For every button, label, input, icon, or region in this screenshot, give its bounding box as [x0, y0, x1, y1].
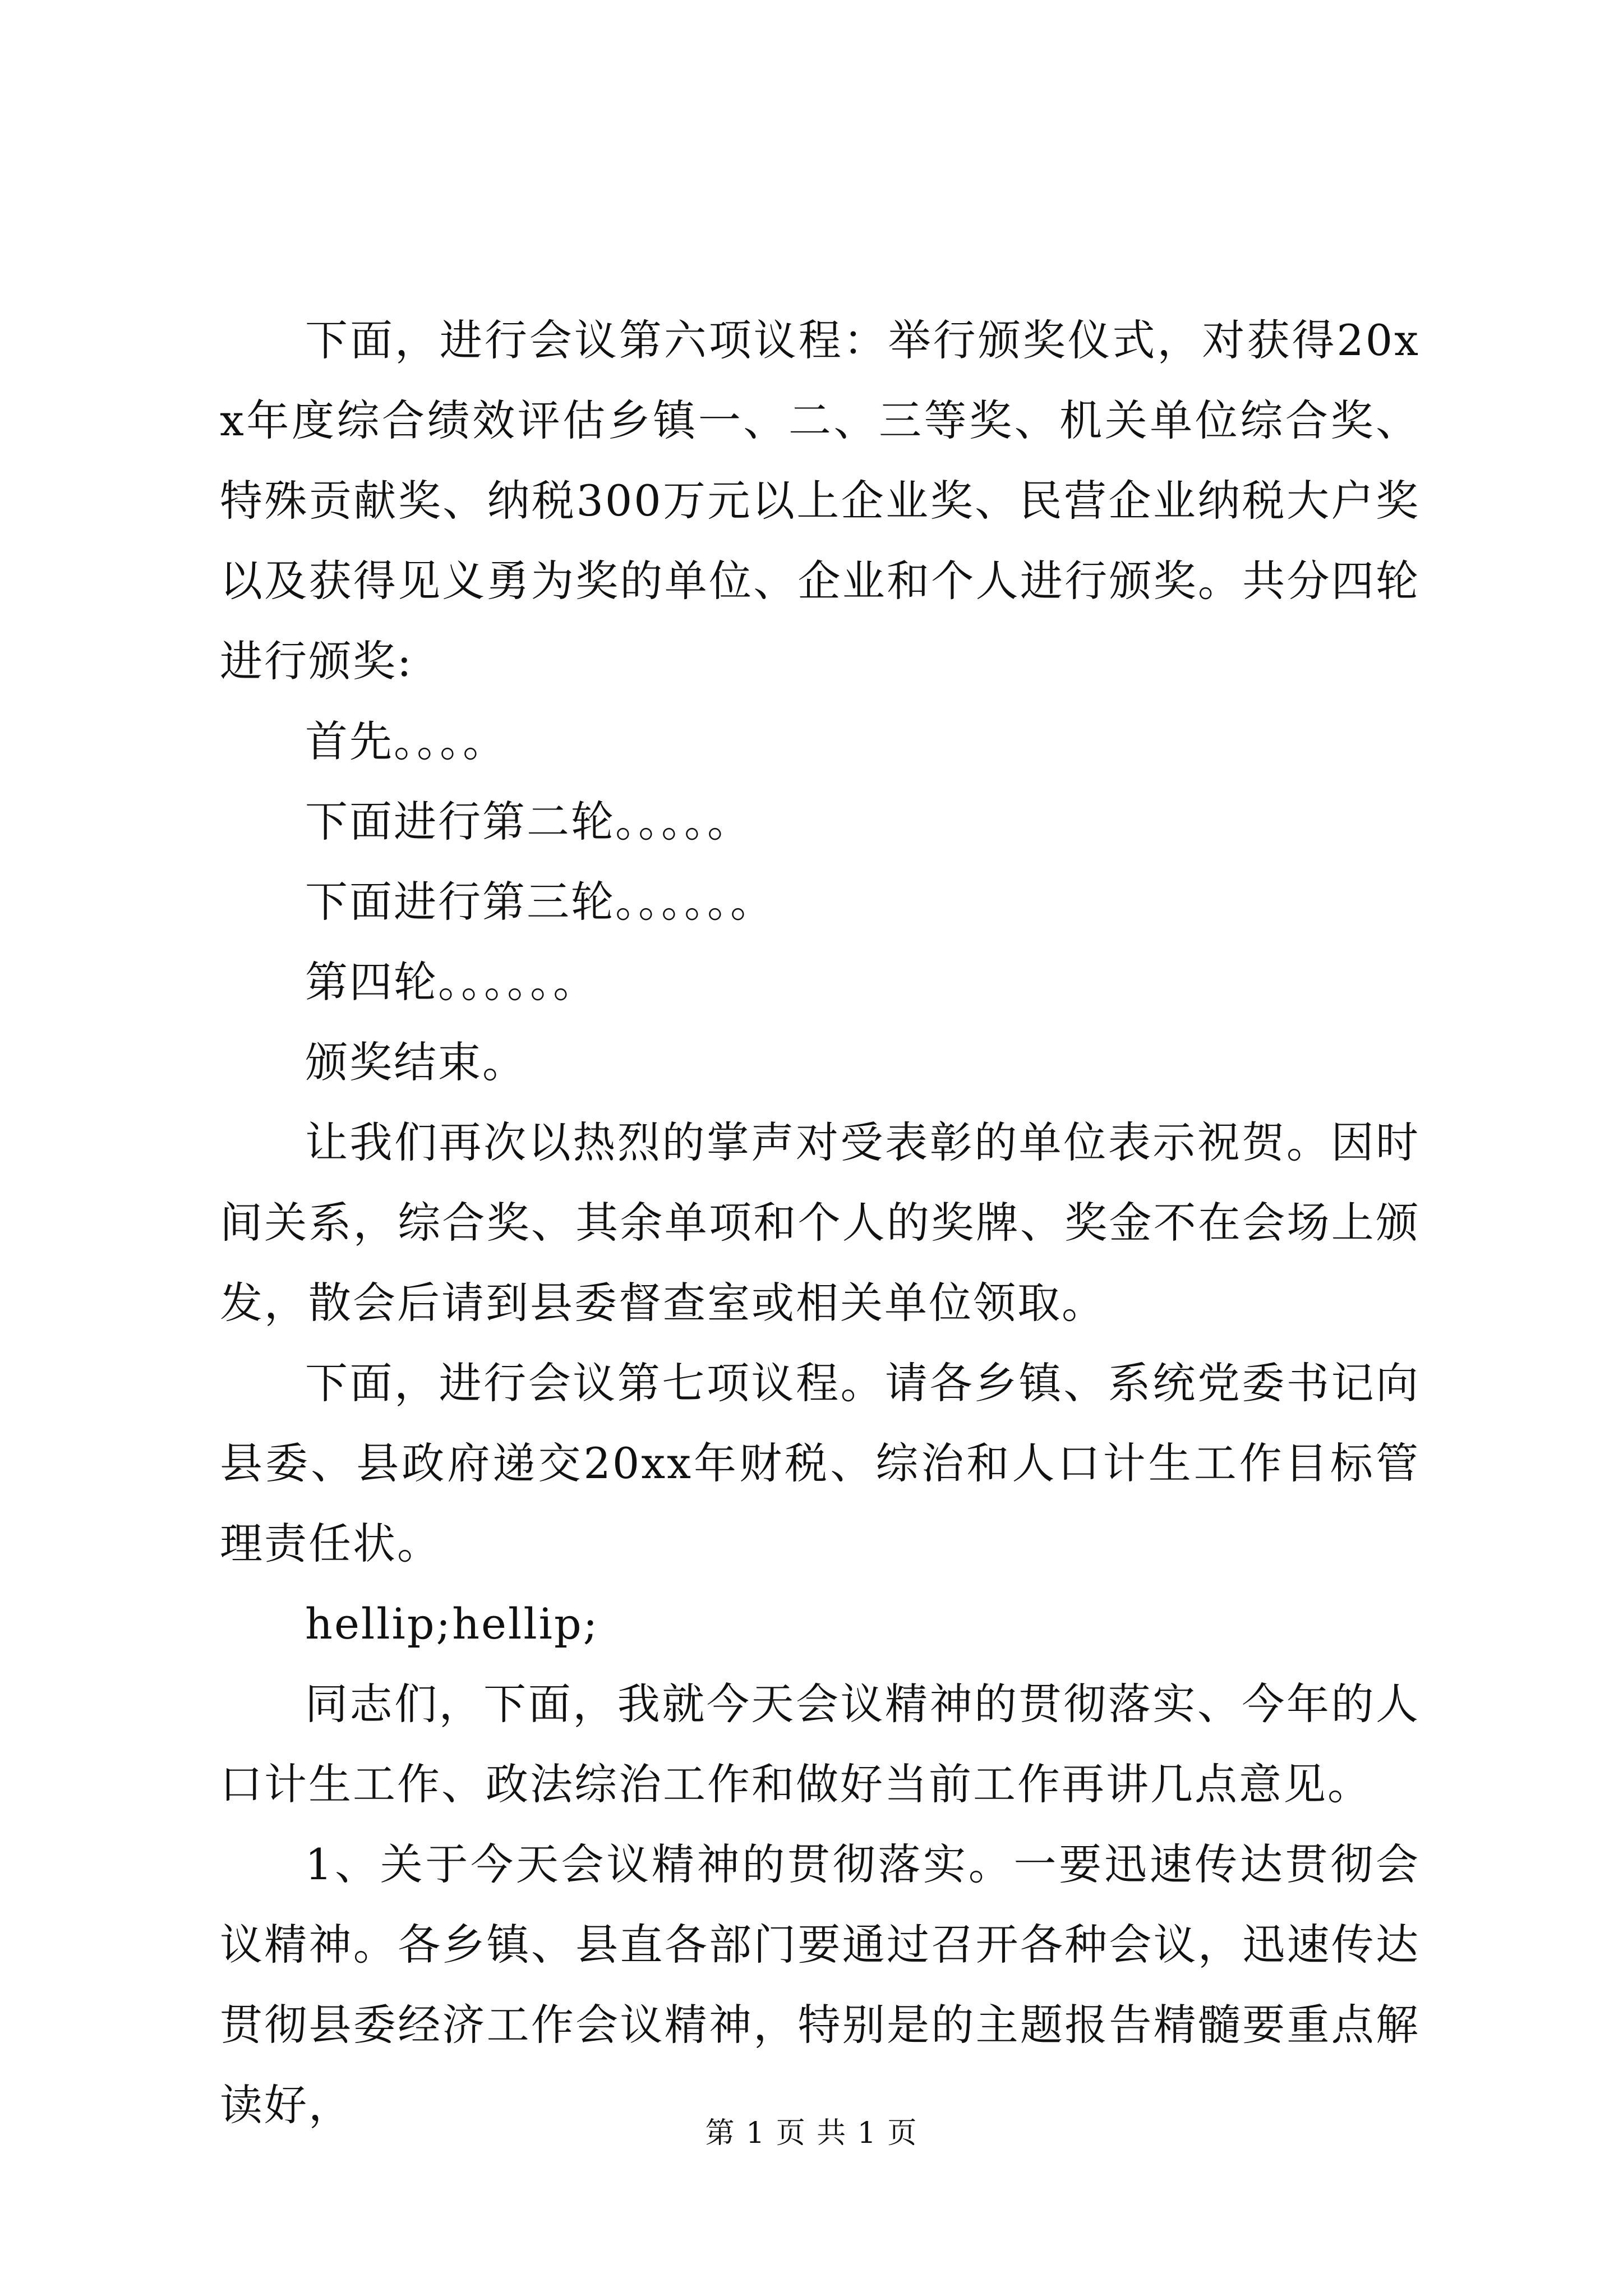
paragraph-first-round: 首先。。。。	[305, 716, 507, 766]
document-body	[220, 300, 1420, 2145]
paragraph-fourth-round: 第四轮。。。。。。	[305, 957, 597, 1007]
paragraph-ellipsis: hellip;hellip;	[305, 1599, 600, 1649]
paragraph-comrades: 同志们，下面，我就今天会议精神的贯彻落实、今年的人口计生工作、政法综治工作和做好当前工作再讲几点意见。	[220, 1679, 1420, 1809]
paragraph-award-ceremony: 下面，进行会议第六项议程：举行颁奖仪式，对获得20xx年度综合绩效评估乡镇一、二、三等奖、机关单位综合奖、特殊贡献奖、纳税300万元以上企业奖、民营企业纳税大户奖以及获得见义勇为奖的单位、企业和个人进行颁奖。共分四轮进行颁奖:	[220, 315, 1420, 686]
paragraph-seventh-agenda: 下面，进行会议第七项议程。请各乡镇、系统党委书记向县委、县政府递交20xx年财税、综治和人口计生工作目标管理责任状。	[220, 1358, 1420, 1568]
paragraph-second-round: 下面进行第二轮。。。。。	[305, 797, 751, 846]
paragraph-awards-end: 颁奖结束。	[305, 1037, 527, 1087]
page-footer: 第 1 页 共 1 页	[705, 2116, 918, 2150]
paragraph-applause: 让我们再次以热烈的掌声对受表彰的单位表示祝贺。因时间关系，综合奖、其余单项和个人的奖牌、奖金不在会场上颁发，散会后请到县委督查室或相关单位领取。	[220, 1117, 1420, 1328]
paragraph-item-one: 1、关于今天会议精神的贯彻落实。一要迅速传达贯彻会议精神。各乡镇、县直各部门要通过召开各种会议，迅速传达贯彻县委经济工作会议精神，特别是的主题报告精髓要重点解读好，	[220, 1839, 1420, 2130]
paragraph-third-round: 下面进行第三轮。。。。。。	[305, 877, 774, 927]
